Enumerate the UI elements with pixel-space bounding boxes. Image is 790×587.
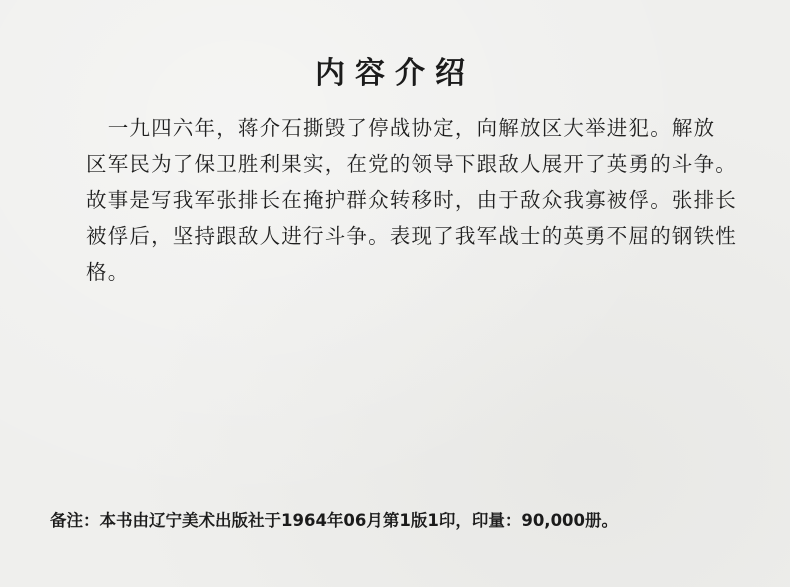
paragraph-line: 格。 [86,260,130,284]
paragraph-line: 被俘后，坚持跟敌人进行斗争。表现了我军战士的英勇不屈的钢铁性 [86,224,737,248]
introduction-paragraph [86,110,737,290]
paragraph-line: 故事是写我军张排长在掩护群众转移时，由于敌众我寡被俘。张排长 [86,188,737,212]
page-title: 内容介绍 [315,56,475,91]
publication-note: 备注：本书由辽宁美术出版社于1964年06月第1版1印，印量：90,000册。 [50,511,619,530]
paragraph-line: 一九四六年，蒋介石撕毁了停战协定，向解放区大举进犯。解放 [86,116,716,140]
paragraph-line: 区军民为了保卫胜利果实，在党的领导下跟敌人展开了英勇的斗争。 [86,152,737,176]
